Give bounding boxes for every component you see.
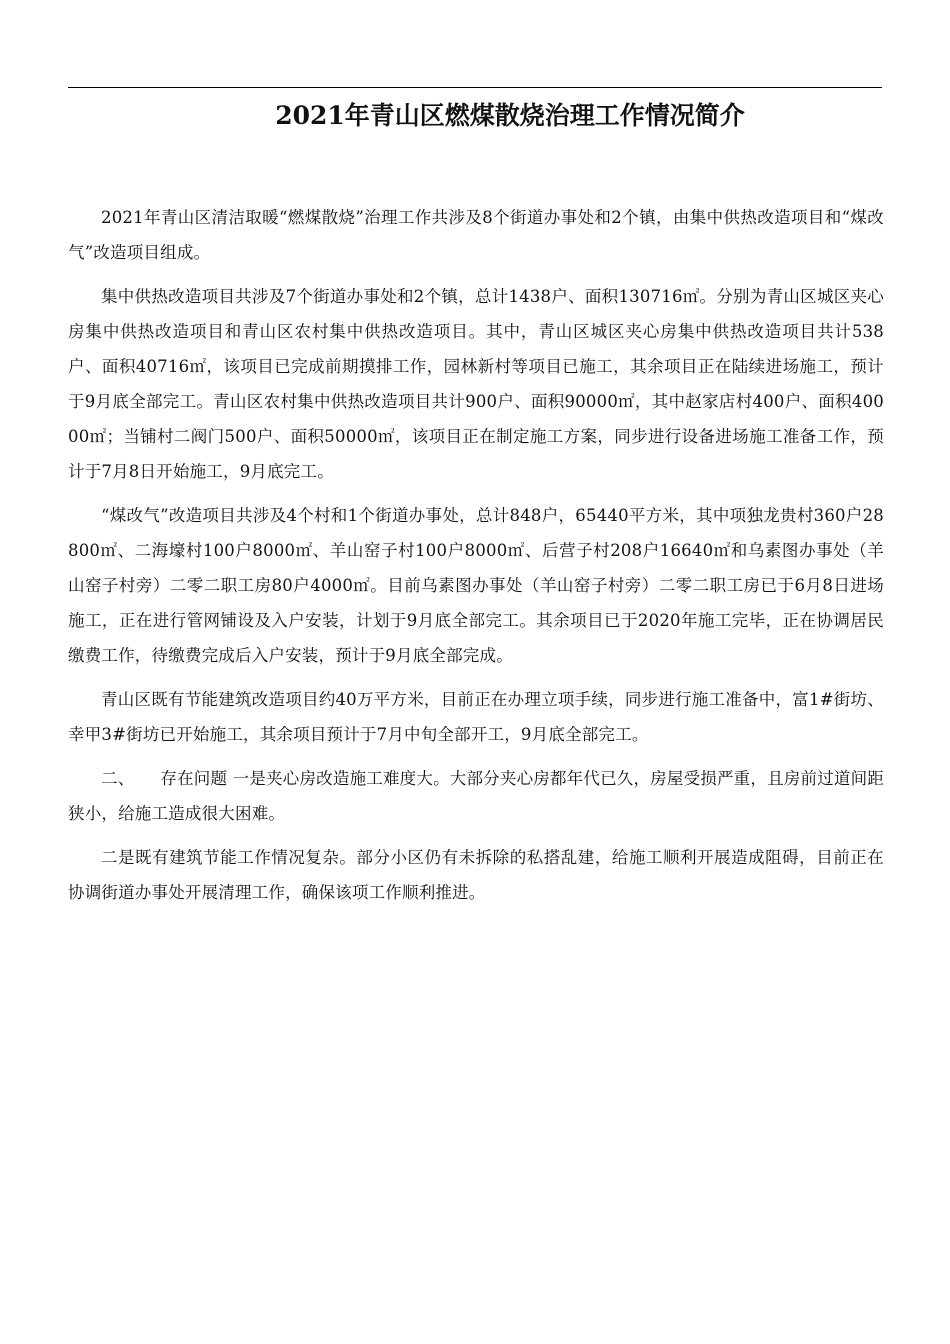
paragraph-issues [68,761,884,831]
paragraph-coal-to-gas: “煤改气”改造项目共涉及4个村和1个街道办事处，总计848户，65440平方米，其中项独龙贵村360户28800㎡、二海壕村100户8000㎡、羊山窑子村100户8000㎡、后营子村208户16640㎡和乌素图办事处（羊山窑子村旁）二零二职工房80户4000㎡。目前乌素图办事处（羊山窑子村旁）二零二职工房已于6月8日进场施工，正在进行管网铺设及入户安装，计划于9月底全部完工。其余项目已于2020年施工完毕，正在协调居民缴费工作，待缴费完成后入户安装，预计于9月底全部完成。 [68,506,884,665]
document-body [68,200,884,910]
paragraph-overview: 2021年青山区清洁取暖“燃煤散烧”治理工作共涉及8个街道办事处和2个镇，由集中供热改造项目和“煤改气”改造项目组成。 [68,208,884,262]
header-rule [68,87,882,88]
paragraph-issue-two: 二是既有建筑节能工作情况复杂。部分小区仍有未拆除的私搭乱建，给施工顺利开展造成阻碍，目前正在协调街道办事处开展清理工作，确保该项工作顺利推进。 [68,848,884,902]
document-title: 2021年青山区燃煤散烧治理工作情况简介 [275,101,745,130]
section-number: 二、 [101,769,135,788]
paragraph-energy-saving: 青山区既有节能建筑改造项目约40万平方米，目前正在办理立项手续，同步进行施工准备中，富1#街坊、幸甲3#街坊已开始施工，其余项目预计于7月中旬全部开工，9月底全部完工。 [68,690,884,744]
paragraph-central-heating: 集中供热改造项目共涉及7个街道办事处和2个镇，总计1438户、面积130716㎡。分别为青山区城区夹心房集中供热改造项目和青山区农村集中供热改造项目。其中，青山区城区夹心房集中供热改造项目共计538户、面积40716㎡，该项目已完成前期摸排工作，园林新村等项目已施工，其余项目正在陆续进场施工，预计于9月底全部完工。青山区农村集中供热改造项目共计900户、面积90000㎡，其中赵家店村400户、面积40000㎡；当铺村二阀门500户、面积50000㎡，该项目正在制定施工方案，同步进行设备进场施工准备工作，预计于7月8日开始施工，9月底完工。 [68,287,884,481]
issues-text: 存在问题 一是夹心房改造施工难度大。大部分夹心房都年代已久，房屋受损严重，且房前过道间距狭小，给施工造成很大困难。 [68,769,884,823]
